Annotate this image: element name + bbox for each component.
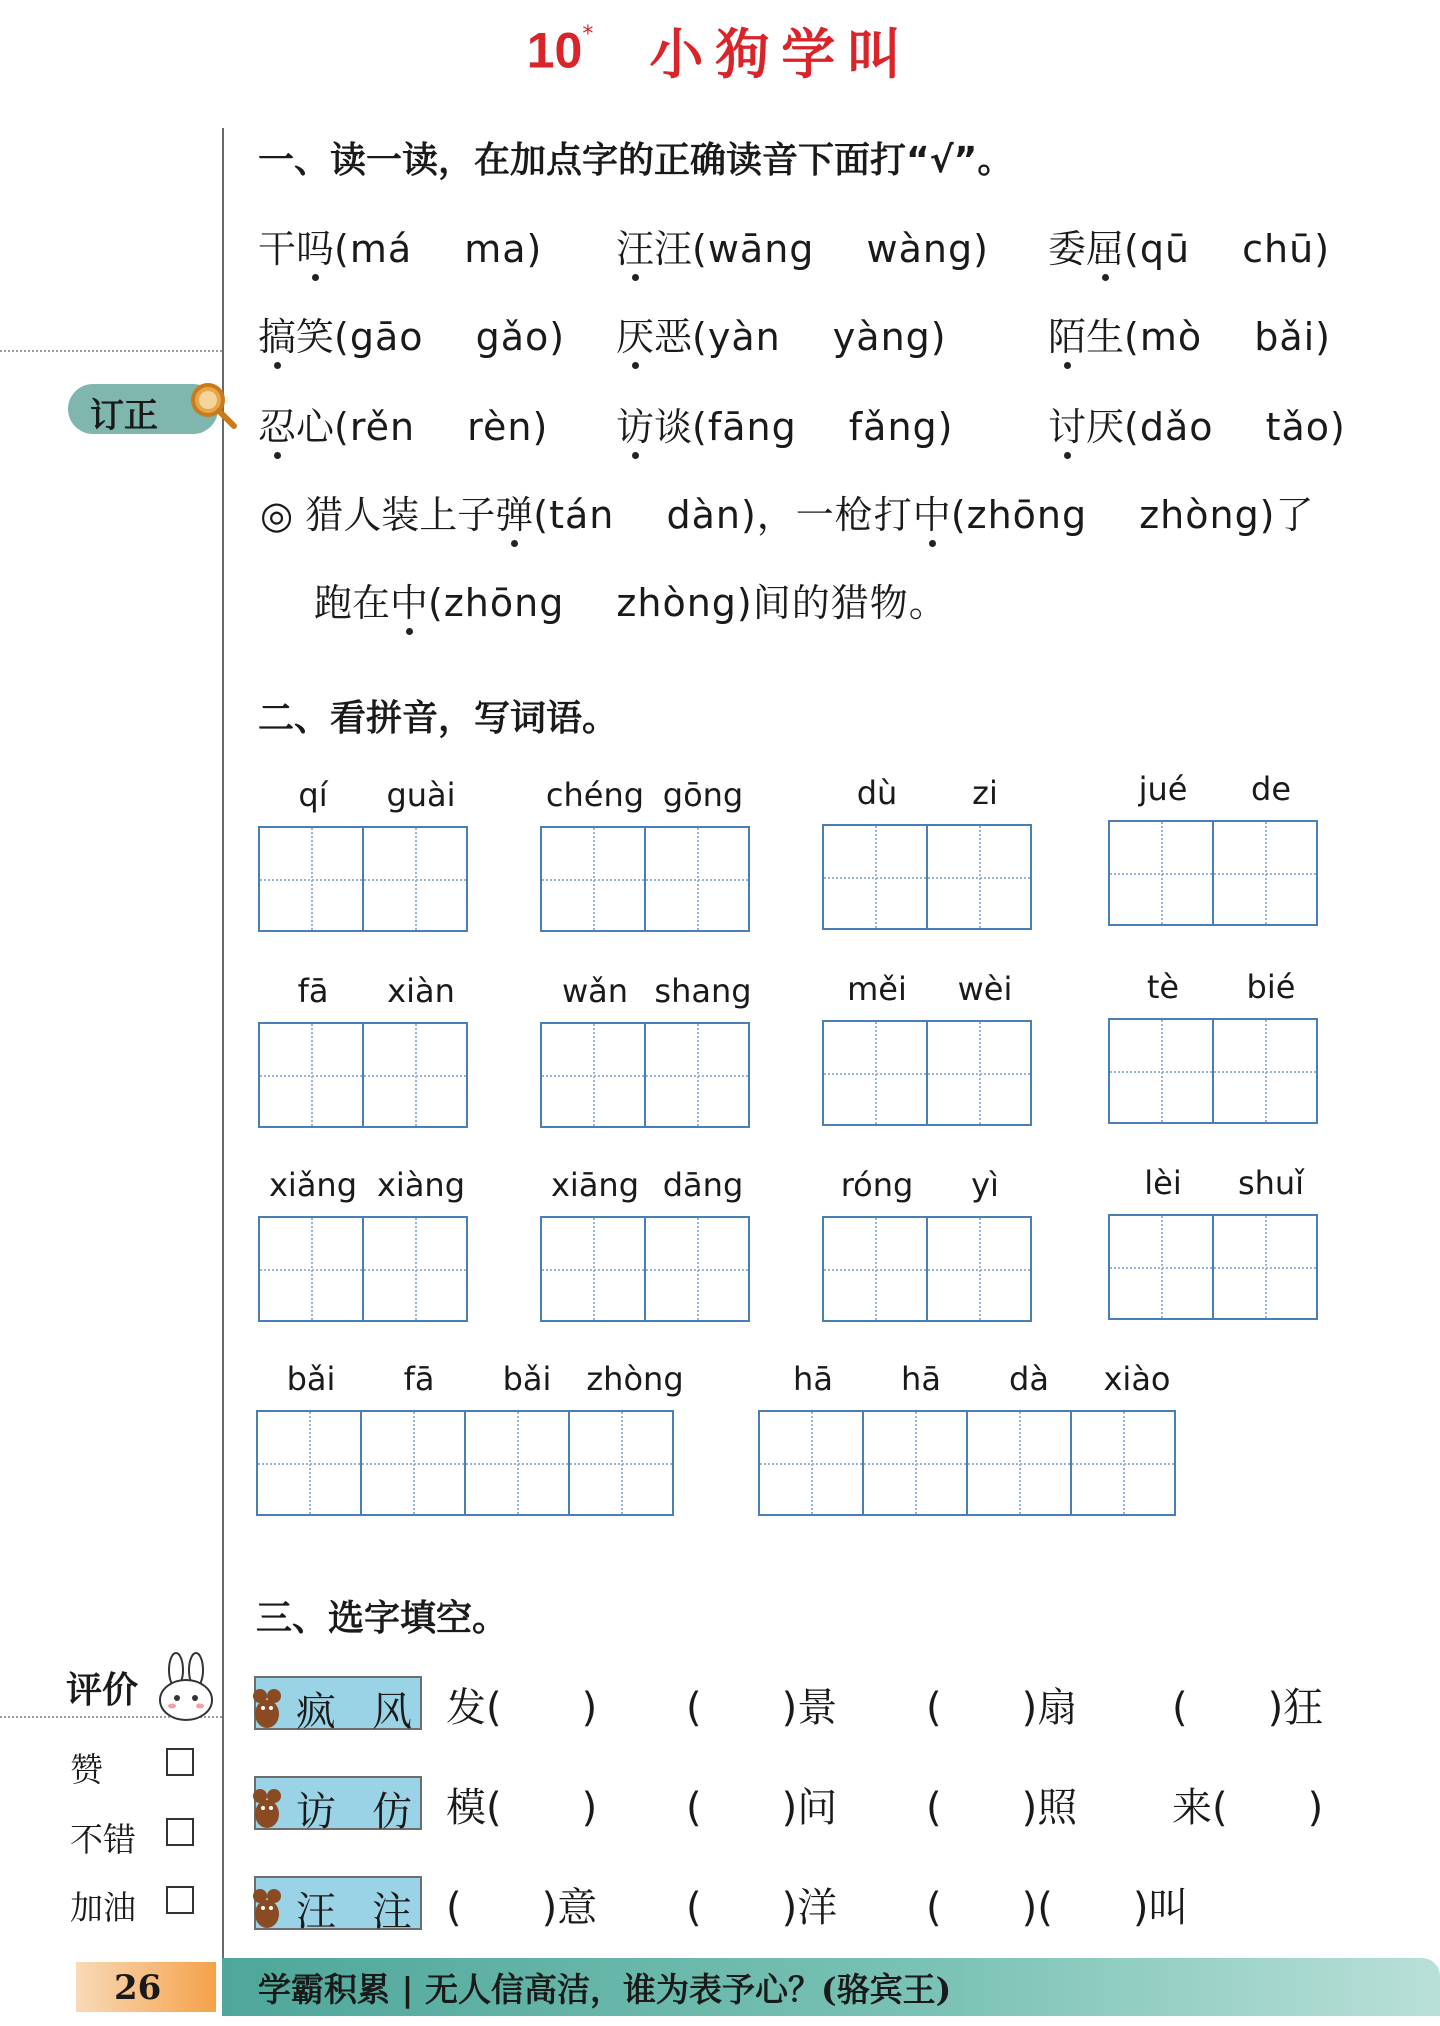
section3-title: 三、选字填空。 <box>256 1598 509 1639</box>
writing-cell[interactable] <box>758 1410 864 1516</box>
pinyin-syllable: bǎi <box>502 1360 552 1398</box>
writing-cell[interactable] <box>644 1022 750 1128</box>
writing-cell[interactable] <box>822 824 928 930</box>
fill-blank[interactable]: ( )问 <box>686 1785 838 1831</box>
lesson-star-mark: * <box>582 22 594 47</box>
pinyin-syllable: wèi <box>957 970 1013 1008</box>
writing-cell[interactable] <box>540 826 646 932</box>
pinyin-syllable: qí <box>298 776 328 814</box>
page-number: 26 <box>114 1968 162 2008</box>
rating-checkbox[interactable] <box>166 1818 194 1846</box>
writing-cell[interactable] <box>1070 1410 1176 1516</box>
fill-blank[interactable]: ( )狂 <box>1172 1685 1324 1731</box>
pronunciation-item[interactable]: 访谈(fāng fǎng) <box>616 405 954 449</box>
mouse-icon <box>250 1886 284 1930</box>
pronunciation-choice[interactable]: (zhōng zhòng)间的猎物。 <box>428 581 948 625</box>
fill-blank[interactable]: 模( ) <box>446 1785 598 1831</box>
pronunciation-row <box>258 396 1408 456</box>
writing-cell[interactable] <box>258 1022 364 1128</box>
pinyin-syllable: bié <box>1246 968 1296 1006</box>
fill-blank[interactable]: ( )扇 <box>926 1685 1078 1731</box>
pinyin-syllable: fā <box>297 972 329 1010</box>
pinyin-syllable: zi <box>972 774 998 812</box>
rating-label: 不错 <box>70 1820 136 1859</box>
choice-char: 风 <box>372 1689 412 1735</box>
lesson-title <box>0 12 1440 92</box>
fill-blank[interactable]: 来( ) <box>1172 1785 1324 1831</box>
pinyin-syllable: měi <box>847 970 907 1008</box>
pinyin-syllable: xiàn <box>387 972 455 1010</box>
pinyin-syllable: xiǎng <box>268 1166 358 1204</box>
mouse-icon <box>250 1786 284 1830</box>
choice-row <box>254 1776 1384 1836</box>
bunny-icon <box>152 1652 220 1722</box>
pronunciation-item[interactable]: 忍心(rěn rèn) <box>258 405 549 449</box>
choice-char: 汪 <box>296 1889 336 1935</box>
pronunciation-item[interactable]: 厌恶(yàn yàng) <box>616 315 947 359</box>
rating-option-good[interactable] <box>70 1814 136 1861</box>
pronunciation-choice[interactable]: (tán dàn)，一枪打 <box>533 493 913 537</box>
choice-tag <box>254 1676 422 1735</box>
pinyin-syllable: dù <box>856 774 898 812</box>
pinyin-syllable: hā <box>793 1360 833 1398</box>
fill-blank[interactable]: ( )意 <box>446 1885 598 1931</box>
fill-blank[interactable]: ( )景 <box>686 1685 838 1731</box>
choice-row <box>254 1676 1384 1736</box>
pinyin-syllable: tè <box>1146 968 1180 1006</box>
sentence-line-1: ◎ 猎人装上子弹(tán dàn)，一枪打中(zhōng zhòng)了 <box>260 493 1315 537</box>
choice-char: 注 <box>372 1889 412 1935</box>
rating-checkbox[interactable] <box>166 1886 194 1914</box>
writing-cell[interactable] <box>256 1410 362 1516</box>
pinyin-syllable: bǎi <box>286 1360 336 1398</box>
rating-option-great[interactable] <box>70 1744 103 1791</box>
pinyin-syllable: shang <box>654 972 752 1010</box>
pinyin-syllable: hā <box>901 1360 941 1398</box>
pronunciation-row <box>258 306 1408 366</box>
writing-cell[interactable] <box>1108 1018 1214 1124</box>
pinyin-syllable: lèi <box>1144 1164 1182 1202</box>
pinyin-syllable: yì <box>971 1166 999 1204</box>
magnifier-icon <box>186 378 242 434</box>
correction-badge <box>68 382 238 436</box>
rating-label: 加油 <box>70 1888 136 1927</box>
writing-cell[interactable] <box>258 1216 364 1322</box>
fill-blank[interactable]: ( )( )叫 <box>926 1885 1189 1931</box>
rating-checkbox[interactable] <box>166 1748 194 1776</box>
writing-cell[interactable] <box>568 1410 674 1516</box>
writing-cell[interactable] <box>926 1020 1032 1126</box>
writing-cell[interactable] <box>362 826 468 932</box>
writing-cell[interactable] <box>644 1216 750 1322</box>
writing-cell[interactable] <box>360 1410 466 1516</box>
writing-cell[interactable] <box>644 826 750 932</box>
pinyin-syllable: fā <box>403 1360 435 1398</box>
lesson-number: 10 <box>526 22 583 79</box>
pinyin-syllable: xiào <box>1103 1360 1171 1398</box>
choice-char: 疯 <box>296 1689 336 1735</box>
rating-label: 赞 <box>70 1750 103 1789</box>
pinyin-syllable: róng <box>840 1166 914 1204</box>
pinyin-syllable: wǎn <box>561 972 629 1010</box>
writing-cell[interactable] <box>540 1022 646 1128</box>
pinyin-syllable: jué <box>1138 770 1188 808</box>
page-number-tab <box>76 1962 216 2012</box>
pinyin-syllable: xiāng <box>550 1166 640 1204</box>
pinyin-syllable: dāng <box>662 1166 744 1204</box>
choice-tag <box>254 1876 422 1935</box>
dotted-char: 弹 <box>495 493 534 537</box>
choice-tag <box>254 1776 422 1835</box>
pinyin-syllable: xiàng <box>376 1166 466 1204</box>
choice-row <box>254 1876 1384 1936</box>
pronunciation-item[interactable]: 汪汪(wāng wàng) <box>616 227 989 271</box>
pinyin-syllable: gōng <box>662 776 744 814</box>
dotted-char: 中 <box>912 493 951 537</box>
section1-title: 一、读一读，在加点字的正确读音下面打“√”。 <box>258 140 1014 181</box>
pinyin-syllable: zhòng <box>586 1360 684 1398</box>
writing-cell[interactable] <box>540 1216 646 1322</box>
writing-cell[interactable] <box>926 1216 1032 1322</box>
correction-label: 订正 <box>90 396 158 436</box>
sentence-marker: ◎ <box>260 493 294 537</box>
lesson-title-text: 小狗学叫 <box>649 23 914 86</box>
section2-title: 二、看拼音，写词语。 <box>258 698 619 739</box>
pinyin-syllable: shuǐ <box>1237 1164 1305 1202</box>
pinyin-syllable: guài <box>386 776 456 814</box>
pinyin-syllable: de <box>1251 770 1291 808</box>
choice-char: 访 <box>296 1789 336 1835</box>
fill-blank[interactable]: ( )照 <box>926 1785 1078 1831</box>
pronunciation-choice[interactable]: (zhōng zhòng)了 <box>950 493 1315 537</box>
fill-blank[interactable]: 发( ) <box>446 1685 598 1731</box>
fill-blank[interactable]: ( )洋 <box>686 1885 838 1931</box>
mouse-icon <box>250 1686 284 1730</box>
sentence-line-2: 跑在中(zhōng zhòng)间的猎物。 <box>314 581 948 625</box>
pronunciation-item[interactable]: 委屈(qū chū) <box>1048 227 1331 271</box>
pronunciation-item[interactable]: 讨厌(dǎo tǎo) <box>1048 405 1346 449</box>
writing-cell[interactable] <box>1108 820 1214 926</box>
pinyin-syllable: dà <box>1009 1360 1049 1398</box>
writing-cell[interactable] <box>362 1216 468 1322</box>
writing-cell[interactable] <box>822 1216 928 1322</box>
footer-quote: 学霸积累 | 无人信高洁，谁为表予心？(骆宾王) <box>258 1970 952 2009</box>
evaluation-title: 评价 <box>66 1670 139 1711</box>
pronunciation-item[interactable]: 陌生(mò bǎi) <box>1048 315 1331 359</box>
dotted-char: 中 <box>390 581 429 625</box>
writing-cell[interactable] <box>862 1410 968 1516</box>
writing-cell[interactable] <box>464 1410 570 1516</box>
writing-cell[interactable] <box>926 824 1032 930</box>
writing-cell[interactable] <box>1212 820 1318 926</box>
writing-cell[interactable] <box>258 826 364 932</box>
rating-option-keep-going[interactable] <box>70 1882 136 1929</box>
writing-cell[interactable] <box>966 1410 1072 1516</box>
pinyin-syllable: chéng <box>545 776 645 814</box>
pronunciation-row <box>258 218 1408 278</box>
pronunciation-item[interactable]: 干吗(má ma) <box>258 227 543 271</box>
writing-cell[interactable] <box>1212 1214 1318 1320</box>
writing-cell[interactable] <box>1108 1214 1214 1320</box>
pronunciation-item[interactable]: 搞笑(gāo gǎo) <box>258 315 566 359</box>
margin-dotted-rule <box>0 350 222 352</box>
writing-cell[interactable] <box>1212 1018 1318 1124</box>
choice-char: 仿 <box>372 1789 412 1835</box>
writing-cell[interactable] <box>362 1022 468 1128</box>
writing-cell[interactable] <box>822 1020 928 1126</box>
